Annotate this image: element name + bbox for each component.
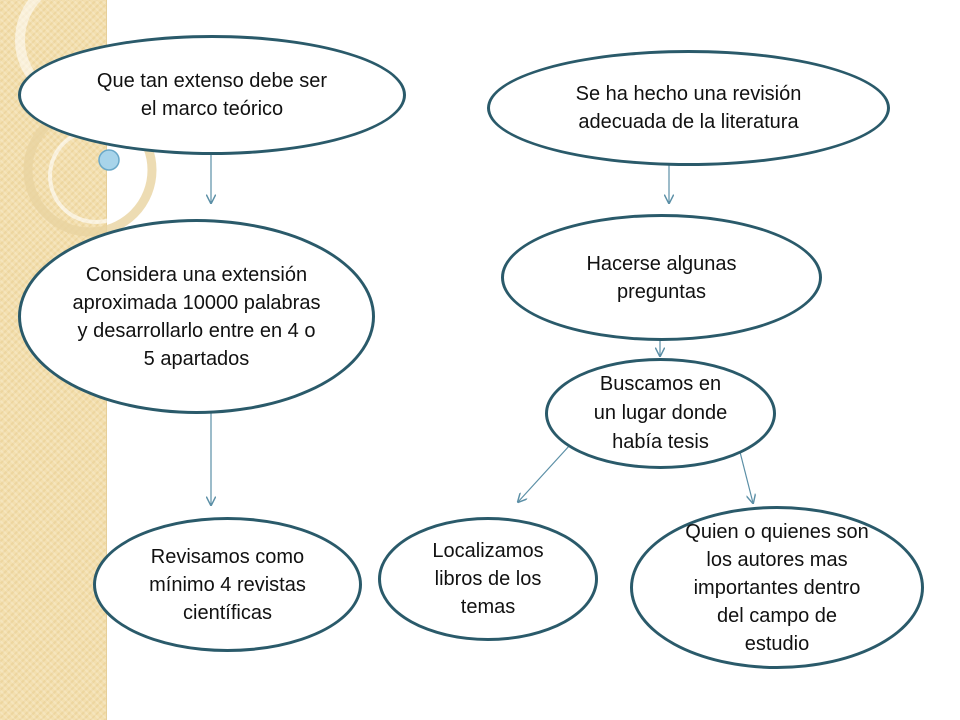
- node-revision-literatura-text: Se ha hecho una revisión adecuada de la literatura: [575, 83, 802, 133]
- node-marco-extension: [18, 35, 406, 155]
- node-localizamos-libros-text: Localizamos libros de los temas: [432, 540, 544, 618]
- node-considera-extension: [18, 219, 375, 414]
- node-hacerse-preguntas: [501, 214, 822, 341]
- arrow-buscamos-to-localizamos: [518, 445, 570, 502]
- node-buscamos-lugar: [545, 358, 776, 469]
- node-revision-literatura: [487, 50, 890, 166]
- node-revisamos-revistas-text: Revisamos como mínimo 4 revistas científicas: [149, 545, 306, 624]
- node-localizamos-libros: [378, 517, 598, 641]
- node-autores-importantes: [630, 506, 924, 669]
- node-marco-extension-text: Que tan extenso debe ser el marco teórico: [96, 70, 328, 120]
- node-hacerse-preguntas-text: Hacerse algunas preguntas: [586, 252, 737, 303]
- node-considera-extension-text: Considera una extensión aproximada 10000 palabras y desarrollarlo entre en 4 o 5 apartados: [72, 263, 321, 370]
- node-revisamos-revistas: [93, 517, 362, 652]
- arrow-buscamos-to-autores: [740, 452, 753, 503]
- node-autores-importantes-text: Quien o quienes son los autores mas importantes dentro del campo de estudio: [685, 520, 869, 655]
- node-buscamos-lugar-text: Buscamos en un lugar donde había tesis: [593, 373, 728, 453]
